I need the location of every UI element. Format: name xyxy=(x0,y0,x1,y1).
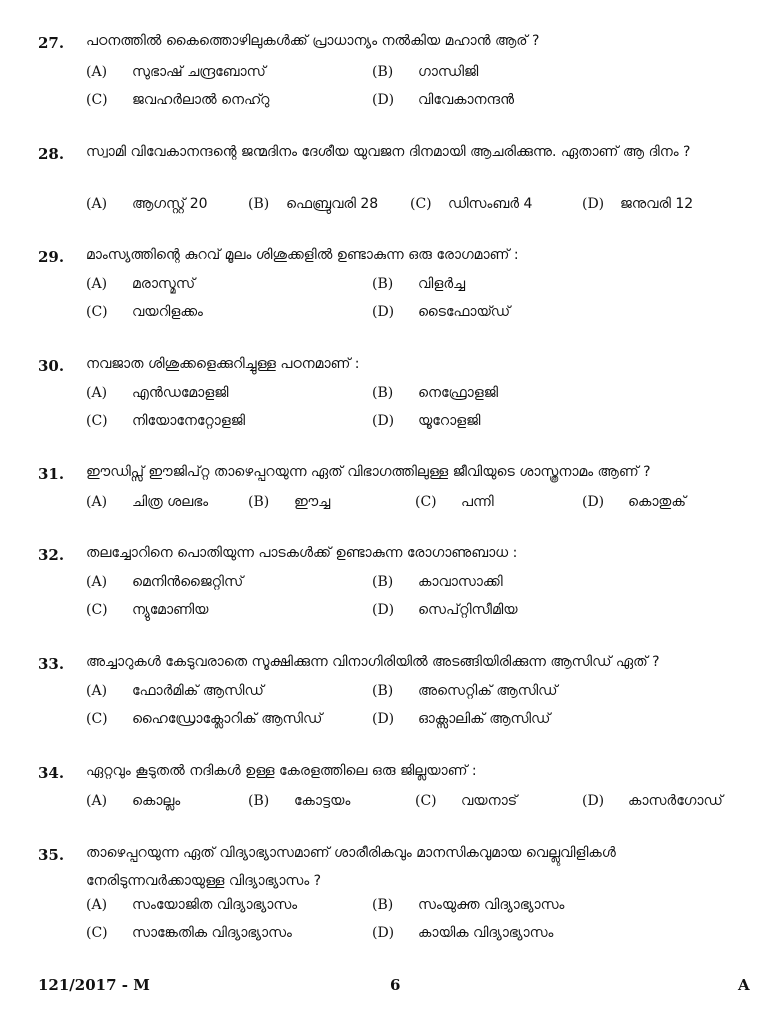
option-label: (B) xyxy=(372,574,394,590)
option-label: (A) xyxy=(86,64,108,80)
question-number: 29. xyxy=(38,248,65,266)
question-number: 31. xyxy=(38,465,65,483)
option-text: ഡിസംബർ 4 xyxy=(448,196,533,212)
option-c xyxy=(86,92,269,108)
option-label: (D) xyxy=(372,925,395,941)
option-c xyxy=(86,925,292,941)
option-c xyxy=(86,304,203,320)
question-text: തലച്ചോറിനെ പൊതിയുന്ന പാടകൾക്ക് ഉണ്ടാകുന്ന രോഗാണുബാധ : xyxy=(86,545,518,561)
option-a xyxy=(86,574,243,590)
option-d xyxy=(372,925,553,941)
question-text: അച്ചാറുകൾ കേടുവരാതെ സൂക്ഷിക്കുന്ന വിനാഗിരിയിൽ അടങ്ങിയിരിക്കുന്ന ആസിഡ് ഏത് ? xyxy=(86,654,660,670)
option-a xyxy=(86,793,180,809)
question-number: 33. xyxy=(38,655,65,673)
option-label: (D) xyxy=(582,196,605,212)
question-number: 32. xyxy=(38,546,65,564)
question-number: 35. xyxy=(38,846,65,864)
option-c xyxy=(86,711,322,727)
option-text: നെഫ്രോളജി xyxy=(418,385,498,401)
question-text: സ്വാമി വിവേകാനന്ദന്റെ ജന്മദിനം ദേശീയ യുവജന ദിനമായി ആചരിക്കുന്നു. ഏതാണ് ആ ദിനം ? xyxy=(86,144,691,160)
option-a xyxy=(86,683,264,699)
option-text: ചിത്ര ശലഭം xyxy=(132,494,209,510)
option-label: (C) xyxy=(86,304,108,320)
option-text: ജനുവരി 12 xyxy=(620,196,694,212)
option-label: (B) xyxy=(372,897,394,913)
option-b xyxy=(372,683,557,699)
option-label: (B) xyxy=(372,683,394,699)
question-text: പഠനത്തിൽ കൈത്തൊഴിലുകൾക്ക് പ്രാധാന്യം നൽകിയ മഹാൻ ആര് ? xyxy=(86,33,540,49)
option-label: (A) xyxy=(86,385,108,401)
option-label: (B) xyxy=(248,494,270,510)
option-b xyxy=(248,196,378,212)
option-text: കോട്ടയം xyxy=(294,793,351,809)
option-text: വയറിളക്കം xyxy=(132,304,203,320)
option-d xyxy=(372,92,514,108)
option-a xyxy=(86,64,266,80)
option-text: വിളർച്ച xyxy=(418,276,466,292)
option-c xyxy=(410,196,532,212)
page-number: 6 xyxy=(390,976,401,994)
option-text: കാവാസാക്കി xyxy=(418,574,503,590)
option-d xyxy=(582,494,686,510)
option-label: (A) xyxy=(86,196,108,212)
option-b xyxy=(372,385,498,401)
option-d xyxy=(372,304,510,320)
question-text: മാംസ്യത്തിന്റെ കുറവ് മൂലം ശിശുക്കളിൽ ഉണ്ടാകുന്ന ഒരു രോഗമാണ് : xyxy=(86,247,519,263)
option-a xyxy=(86,196,208,212)
option-label: (C) xyxy=(86,413,108,429)
option-a xyxy=(86,897,297,913)
option-label: (B) xyxy=(372,276,394,292)
question-text: ഈഡിപ്സ് ഈജിപ്റ്റ താഴെപ്പറയുന്ന ഏത് വിഭാഗത്തിലുള്ള ജീവിയുടെ ശാസ്ത്രനാമം ആണ് ? xyxy=(86,464,651,480)
option-d xyxy=(372,602,518,618)
option-label: (B) xyxy=(248,793,270,809)
option-b xyxy=(248,793,350,809)
option-label: (D) xyxy=(372,92,395,108)
option-c xyxy=(86,413,245,429)
option-text: കൊല്ലം xyxy=(132,793,181,809)
option-label: (B) xyxy=(372,64,394,80)
option-d xyxy=(582,793,723,809)
option-label: (D) xyxy=(582,793,605,809)
option-text: ഫോർമിക് ആസിഡ് xyxy=(132,683,264,699)
option-text: പന്നി xyxy=(461,494,494,510)
option-label: (C) xyxy=(86,602,108,618)
option-label: (C) xyxy=(415,494,437,510)
option-text: ഹൈഡ്രോക്ലോറിക് ആസിഡ് xyxy=(132,711,323,727)
option-c xyxy=(415,494,494,510)
question-text: ഏറ്റവും കൂടുതൽ നദികൾ ഉള്ള കേരളത്തിലെ ഒരു ജില്ലയാണ് : xyxy=(86,763,477,779)
question-number: 28. xyxy=(38,145,65,163)
option-text: യൂറോളജി xyxy=(418,413,481,429)
option-text: അസെറ്റിക് ആസിഡ് xyxy=(418,683,558,699)
option-c xyxy=(86,602,208,618)
option-text: കൊതുക് xyxy=(628,494,686,510)
option-text: വിവേകാനന്ദൻ xyxy=(418,92,514,108)
option-text: വയനാട് xyxy=(461,793,518,809)
option-label: (A) xyxy=(86,897,108,913)
option-label: (C) xyxy=(86,711,108,727)
option-label: (C) xyxy=(410,196,432,212)
option-d xyxy=(582,196,693,212)
option-d xyxy=(372,711,550,727)
option-label: (D) xyxy=(372,304,395,320)
option-label: (A) xyxy=(86,494,108,510)
question-number: 27. xyxy=(38,34,65,52)
option-label: (D) xyxy=(372,602,395,618)
question-number: 30. xyxy=(38,357,65,375)
option-text: സംയോജിത വിദ്യാഭ്യാസം xyxy=(132,897,298,913)
option-label: (D) xyxy=(372,711,395,727)
option-text: ന്യുമോണിയ xyxy=(132,602,209,618)
paper-code: 121/2017 - M xyxy=(38,976,150,994)
question-text: താഴെപ്പറയുന്ന ഏത് വിദ്യാഭ്യാസമാണ് ശാരീരികവും മാനസികവുമായ വെല്ലുവിളികൾ നേരിടുന്നവർക്കായുള്ള വിദ്യാഭ്യാസം ? xyxy=(86,845,616,889)
page-footer xyxy=(0,976,780,996)
option-label: (A) xyxy=(86,793,108,809)
option-label: (D) xyxy=(372,413,395,429)
option-text: ഫെബ്രുവരി 28 xyxy=(286,196,379,212)
option-text: സെപ്റ്റിസീമിയ xyxy=(418,602,518,618)
option-text: മരാസ്മസ് xyxy=(132,276,196,292)
option-text: ഗാന്ധിജി xyxy=(418,64,479,80)
option-b xyxy=(372,64,478,80)
option-label: (A) xyxy=(86,683,108,699)
option-label: (C) xyxy=(86,92,108,108)
option-text: സുഭാഷ് ചന്ദ്രബോസ് xyxy=(132,64,266,80)
option-text: സാങ്കേതിക വിദ്യാഭ്യാസം xyxy=(132,925,292,941)
option-text: ജവഹർലാൽ നെഹ്റു xyxy=(132,92,270,108)
option-b xyxy=(372,574,503,590)
question-text: നവജാത ശിശുക്കളെക്കുറിച്ചുള്ള പഠനമാണ് : xyxy=(86,356,360,372)
option-a xyxy=(86,276,195,292)
option-label: (B) xyxy=(248,196,270,212)
option-text: ഈച്ച xyxy=(294,494,331,510)
option-label: (D) xyxy=(582,494,605,510)
option-a xyxy=(86,494,208,510)
option-text: സംയുക്ത വിദ്യാഭ്യാസം xyxy=(418,897,565,913)
option-label: (C) xyxy=(415,793,437,809)
question-number: 34. xyxy=(38,764,65,782)
option-label: (C) xyxy=(86,925,108,941)
option-text: നിയോനേറ്റോളജി xyxy=(132,413,245,429)
option-text: ഓക്സാലിക് ആസിഡ് xyxy=(418,711,551,727)
option-text: മെനിൻജൈറ്റിസ് xyxy=(132,574,244,590)
option-b xyxy=(248,494,330,510)
option-label: (B) xyxy=(372,385,394,401)
option-b xyxy=(372,276,465,292)
option-text: ടൈഫോയ്ഡ് xyxy=(418,304,511,320)
option-text: എൻഡമോളജി xyxy=(132,385,229,401)
series-code: A xyxy=(738,976,750,994)
option-d xyxy=(372,413,480,429)
option-label: (A) xyxy=(86,276,108,292)
option-text: കാസർഗോഡ് xyxy=(628,793,723,809)
option-b xyxy=(372,897,564,913)
option-text: കായിക വിദ്യാഭ്യാസം xyxy=(418,925,554,941)
option-label: (A) xyxy=(86,574,108,590)
option-a xyxy=(86,385,228,401)
option-text: ആഗസ്റ്റ് 20 xyxy=(132,196,208,212)
option-c xyxy=(415,793,517,809)
